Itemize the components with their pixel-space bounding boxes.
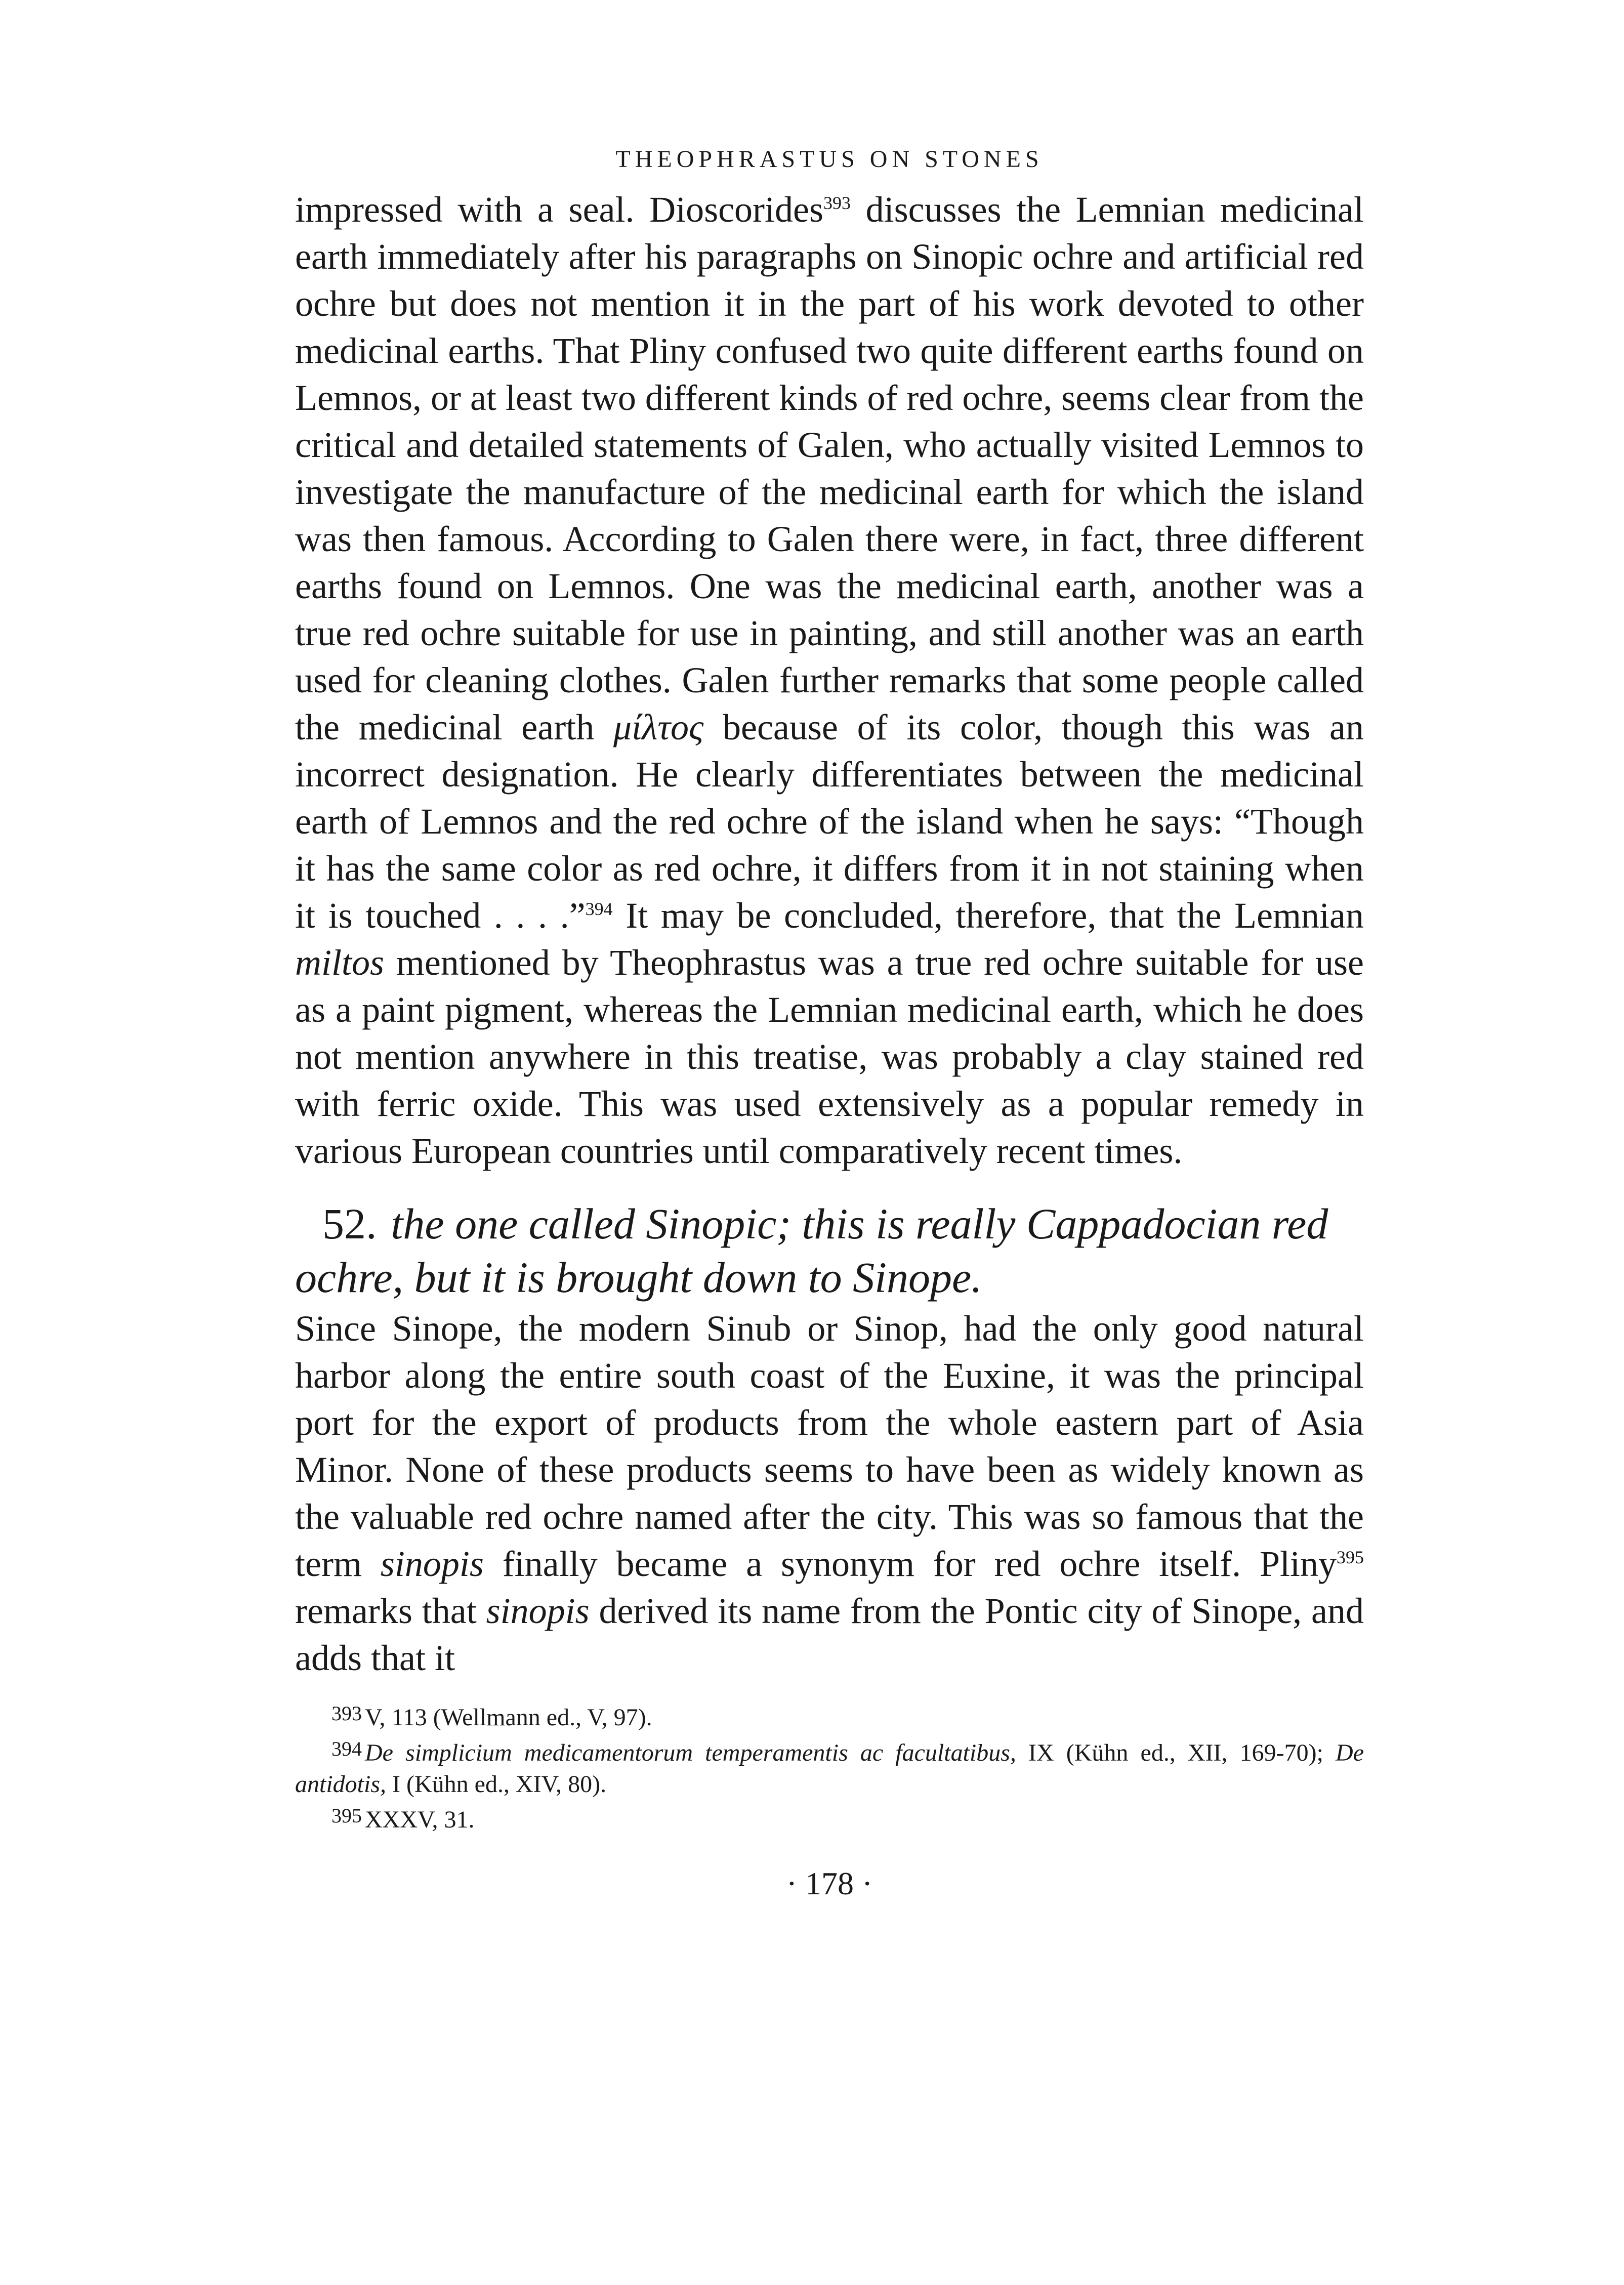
footnote-title: De antidotis, (295, 1739, 1364, 1798)
footnote-394 (295, 1733, 1364, 1800)
p2-text-3: remarks that (295, 1591, 486, 1631)
footnote-ref-395[interactable]: 395 (1337, 1547, 1364, 1567)
term-sinopis-2: sinopis (486, 1591, 590, 1631)
greek-miltos: μίλτος (613, 707, 704, 747)
paragraph-lemnian-earth (295, 186, 1364, 1175)
p2-text-2: finally became a synonym for red ochre itself. Pliny (483, 1544, 1337, 1584)
footnote-text: V, 113 (Wellmann ed., V, 97). (365, 1704, 652, 1731)
running-head: THEOPHRASTUS ON STONES (615, 146, 1044, 173)
footnote-title: De simplicium medicamentorum temperamentis ac facultatibus, (365, 1739, 1016, 1766)
paragraph-sinope (295, 1305, 1364, 1682)
footnote-395 (295, 1800, 1364, 1836)
footnote-393 (295, 1698, 1364, 1733)
footnote-number: 395 (331, 1804, 362, 1827)
footnote-number: 393 (331, 1702, 362, 1725)
footnote-text: I (Kühn ed., XIV, 80). (386, 1771, 607, 1798)
lemma-text: the one called Sinopic; this is really Cappadocian red ochre, but it is brought down to Sinope. (295, 1199, 1328, 1302)
p2-text-1: Since Sinope, the modern Sinub or Sinop, had the only good natural harbor along the entire south coast of the Euxine, it was the principal port for the export of products from the whole eastern part of Asia Minor. None of these products seems to have been as widely known as the valuable red ochre named after the city. This was so famous that the term (295, 1308, 1364, 1584)
footnotes (295, 1698, 1364, 1836)
p1-text-2: discusses the Lemnian medicinal earth immediately after his paragraphs on Sinopic ochre and artificial red ochre but does not mention it in the part of his work devoted to other medicinal earths. That Pliny confused two quite different earths found on Lemnos, or at least two different kinds of red ochre, seems clear from the critical and detailed statements of Galen, who actually visited Lemnos to investigate the manufacture of the medicinal earth for which the island was then famous. According to Galen there were, in fact, three different earths found on Lemnos. One was the medicinal earth, another was a true red ochre suitable for use in painting, and still another was an earth used for cleaning clothes. Galen further remarks that some people called the medicinal earth (295, 189, 1364, 747)
footnote-text: XXXV, 31. (365, 1806, 475, 1833)
p1-text-4: It may be concluded, therefore, that the Lemnian (612, 895, 1364, 936)
footnote-ref-394[interactable]: 394 (585, 898, 613, 919)
footnote-ref-393[interactable]: 393 (823, 192, 851, 213)
term-miltos: miltos (295, 942, 385, 983)
book-page (295, 142, 1364, 1902)
term-sinopis-1: sinopis (380, 1544, 484, 1584)
footnote-number: 394 (331, 1737, 362, 1760)
page-number: · 178 · (786, 1865, 873, 1901)
p2-text-4: derived its name from the Pontic city of Sinope, and adds that it (295, 1591, 1364, 1678)
footnote-text: IX (Kühn ed., XII, 169-70); (1016, 1739, 1336, 1766)
lemma-number: 52. (322, 1199, 377, 1248)
p1-text-3: because of its color, though this was an incorrect designation. He clearly differentiates between the medicinal earth of Lemnos and the red ochre of the island when he says: “Though it has the same color as red ochre, it differs from it in not staining when it is touched . . . .” (295, 707, 1364, 936)
p1-text-1: impressed with a seal. Dioscorides (295, 189, 824, 230)
lemma-52 (295, 1197, 1364, 1304)
p1-text-5: mentioned by Theophrastus was a true red ochre suitable for use as a paint pigment, whereas the Lemnian medicinal earth, which he does not mention anywhere in this treatise, was probably a clay stained red with ferric oxide. This was used extensively as a popular remedy in various European countries until comparatively recent times. (295, 942, 1364, 1171)
